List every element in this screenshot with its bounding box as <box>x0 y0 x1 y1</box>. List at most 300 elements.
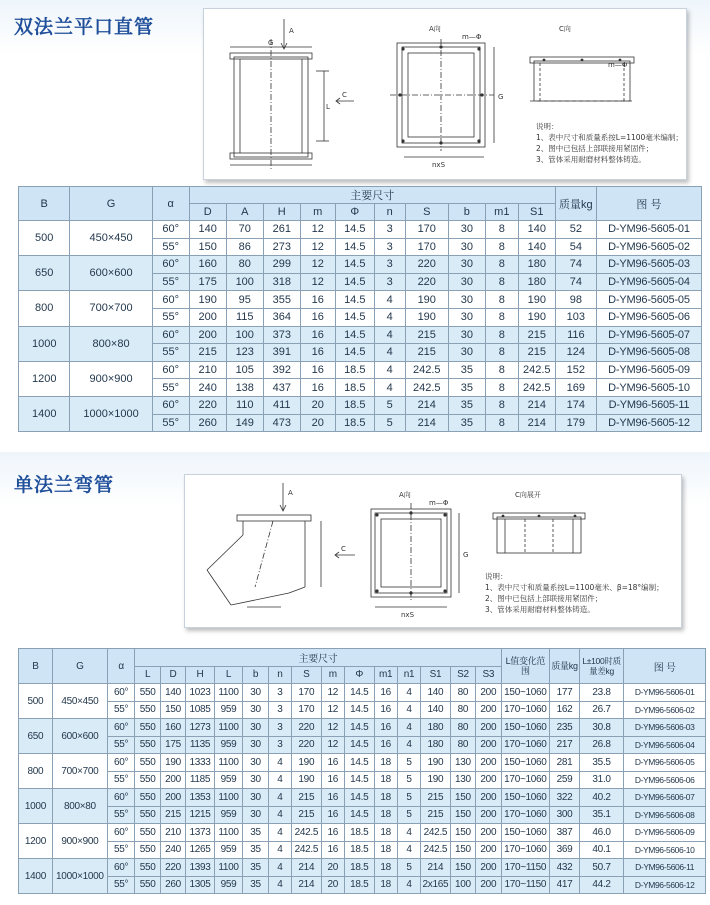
cell-range: 150~1060 <box>501 719 550 737</box>
cell-value: 14.5 <box>344 701 374 719</box>
cell-code: D-YM96-5606-12 <box>624 876 706 894</box>
cell-value: 12 <box>300 273 335 291</box>
table-row <box>19 754 706 772</box>
cell-value: 35 <box>243 859 268 877</box>
cell-g: 1000×1000 <box>52 859 107 894</box>
cell-value: 12 <box>321 719 344 737</box>
cell-value: 214 <box>405 396 448 414</box>
cell-value: 220 <box>405 256 448 274</box>
straight-pipe-table <box>18 186 702 432</box>
subheader-cell: L <box>135 666 160 684</box>
cell-value: 35 <box>243 841 268 859</box>
label-c-view-2: C向展开 <box>515 491 541 499</box>
subheader-cell: S1 <box>421 666 451 684</box>
cell-alpha: 55° <box>152 414 189 432</box>
subheader-cell: H <box>263 204 300 221</box>
cell-value: 105 <box>226 361 263 379</box>
cell-code: D-YM96-5606-10 <box>624 841 706 859</box>
subheader-cell: S3 <box>476 666 501 684</box>
cell-w: 417 <box>550 876 580 894</box>
cell-code: D-YM96-5606-03 <box>624 719 706 737</box>
cell-value: 190 <box>421 771 451 789</box>
cell-value: 190 <box>405 291 448 309</box>
cell-value: 30 <box>243 771 268 789</box>
cell-g: 700×700 <box>70 291 152 326</box>
cell-code: D-YM96-5605-08 <box>596 344 701 362</box>
cell-value: 16 <box>300 379 335 397</box>
label-c-view: C向 <box>559 25 571 33</box>
cell-code: D-YM96-5606-07 <box>624 789 706 807</box>
cell-value: 1353 <box>186 789 215 807</box>
cell-value: 215 <box>421 806 451 824</box>
cell-value: 30 <box>243 806 268 824</box>
header2-weightdiff: L±100时质量差kg <box>579 649 623 684</box>
label-g-2: G <box>463 551 469 559</box>
label-m-phi-2: m—Φ <box>429 499 449 507</box>
section2-figure <box>184 474 682 628</box>
cell-value: 18 <box>374 824 397 842</box>
cell-value: 200 <box>476 824 501 842</box>
cell-value: 35 <box>448 414 485 432</box>
label-c-m-phi: m—Φ <box>608 61 628 69</box>
header2-b: B <box>19 649 53 684</box>
cell-code: D-YM96-5606-05 <box>624 754 706 772</box>
cell-code: D-YM96-5606-11 <box>624 859 706 877</box>
cell-value: 149 <box>226 414 263 432</box>
cell-wd: 50.7 <box>579 859 623 877</box>
cell-value: 18.5 <box>344 876 374 894</box>
cell-w: 322 <box>550 789 580 807</box>
cell-b: 1400 <box>19 396 70 431</box>
cell-wd: 26.8 <box>579 736 623 754</box>
cell-value: 200 <box>189 326 226 344</box>
cell-value: 3 <box>268 684 291 702</box>
cell-value: 18 <box>374 771 397 789</box>
cell-code: D-YM96-5605-02 <box>596 238 701 256</box>
cell-value: 14.5 <box>344 771 374 789</box>
table-row <box>19 291 702 309</box>
cell-value: 12 <box>321 701 344 719</box>
cell-value: 35 <box>243 876 268 894</box>
cell-value: 4 <box>268 824 291 842</box>
cell-value: 373 <box>263 326 300 344</box>
table-row <box>19 256 702 274</box>
cell-value: 190 <box>421 754 451 772</box>
cell-value: 1215 <box>186 806 215 824</box>
cell-value: 1100 <box>214 684 243 702</box>
cell-b: 1400 <box>19 859 53 894</box>
subheader-cell: b <box>243 666 268 684</box>
cell-value: 959 <box>214 841 243 859</box>
label-a-view-2: A向 <box>399 491 411 499</box>
subheader-cell: A <box>226 204 263 221</box>
cell-value: 30 <box>243 684 268 702</box>
cell-w: 52 <box>555 221 596 239</box>
cell-w: 281 <box>550 754 580 772</box>
header-alpha: α <box>152 187 189 221</box>
cell-value: 215 <box>518 344 555 362</box>
cell-value: 200 <box>160 771 185 789</box>
cell-value: 140 <box>160 684 185 702</box>
cell-value: 4 <box>374 361 405 379</box>
cell-value: 5 <box>397 859 420 877</box>
cell-value: 16 <box>374 736 397 754</box>
cell-value: 200 <box>476 736 501 754</box>
cell-value: 242.5 <box>518 361 555 379</box>
cell-wd: 46.0 <box>579 824 623 842</box>
cell-value: 200 <box>476 859 501 877</box>
cell-alpha: 60° <box>107 684 135 702</box>
cell-value: 3 <box>374 221 405 239</box>
cell-value: 1100 <box>214 824 243 842</box>
header-main: 主要尺寸 <box>189 187 555 204</box>
cell-g: 450×450 <box>70 221 152 256</box>
cell-value: 35 <box>243 824 268 842</box>
cell-value: 220 <box>160 859 185 877</box>
cell-g: 600×600 <box>70 256 152 291</box>
cell-value: 1265 <box>186 841 215 859</box>
cell-wd: 44.2 <box>579 876 623 894</box>
cell-value: 30 <box>448 344 485 362</box>
cell-value: 1305 <box>186 876 215 894</box>
cell-value: 14.5 <box>344 684 374 702</box>
cell-wd: 31.0 <box>579 771 623 789</box>
cell-value: 20 <box>300 414 335 432</box>
cell-value: 30 <box>243 789 268 807</box>
subheader-cell: S <box>405 204 448 221</box>
cell-value: 150 <box>450 859 475 877</box>
cell-value: 190 <box>292 771 322 789</box>
subheader-cell: n <box>268 666 291 684</box>
table-row <box>19 221 702 239</box>
cell-value: 437 <box>263 379 300 397</box>
cell-value: 190 <box>160 754 185 772</box>
cell-value: 550 <box>135 754 160 772</box>
cell-value: 260 <box>160 876 185 894</box>
cell-value: 3 <box>374 256 405 274</box>
label-g: G <box>268 39 274 47</box>
cell-value: 190 <box>518 308 555 326</box>
cell-value: 30 <box>448 273 485 291</box>
cell-value: 80 <box>450 684 475 702</box>
cell-value: 190 <box>292 754 322 772</box>
cell-value: 242.5 <box>421 824 451 842</box>
cell-value: 220 <box>189 396 226 414</box>
cell-value: 5 <box>374 414 405 432</box>
cell-value: 18.5 <box>344 841 374 859</box>
cell-value: 20 <box>300 396 335 414</box>
cell-value: 8 <box>485 414 518 432</box>
subheader-cell: m1 <box>374 666 397 684</box>
cell-value: 1333 <box>186 754 215 772</box>
cell-value: 4 <box>397 736 420 754</box>
cell-w: 259 <box>550 771 580 789</box>
cell-value: 391 <box>263 344 300 362</box>
cell-value: 8 <box>485 361 518 379</box>
cell-value: 2x165 <box>421 876 451 894</box>
cell-value: 215 <box>189 344 226 362</box>
header-weight: 质量kg <box>555 187 596 221</box>
cell-alpha: 60° <box>152 396 189 414</box>
cell-value: 18.5 <box>335 361 374 379</box>
cell-b: 500 <box>19 221 70 256</box>
cell-g: 450×450 <box>52 684 107 719</box>
cell-value: 240 <box>189 379 226 397</box>
subheader-cell: m1 <box>485 204 518 221</box>
cell-value: 210 <box>160 824 185 842</box>
cell-b: 650 <box>19 256 70 291</box>
cell-value: 80 <box>450 736 475 754</box>
cell-w: 169 <box>555 379 596 397</box>
cell-value: 30 <box>243 701 268 719</box>
cell-value: 4 <box>268 876 291 894</box>
cell-w: 174 <box>555 396 596 414</box>
cell-code: D-YM96-5605-05 <box>596 291 701 309</box>
cell-value: 140 <box>421 684 451 702</box>
cell-value: 4 <box>374 308 405 326</box>
cell-value: 318 <box>263 273 300 291</box>
cell-value: 8 <box>485 221 518 239</box>
cell-value: 200 <box>476 806 501 824</box>
cell-value: 1100 <box>214 754 243 772</box>
header-drawing: 图 号 <box>596 187 701 221</box>
label-a-arrow-2: A <box>288 489 293 497</box>
cell-value: 242.5 <box>292 841 322 859</box>
cell-value: 3 <box>268 736 291 754</box>
cell-alpha: 60° <box>107 859 135 877</box>
cell-range: 170~1060 <box>501 736 550 754</box>
cell-value: 100 <box>226 326 263 344</box>
cell-value: 14.5 <box>344 736 374 754</box>
cell-g: 600×600 <box>52 719 107 754</box>
cell-value: 14.5 <box>335 344 374 362</box>
cell-value: 550 <box>135 701 160 719</box>
cell-w: 179 <box>555 414 596 432</box>
table-row <box>19 701 706 719</box>
cell-g: 1000×1000 <box>70 396 152 431</box>
cell-range: 150~1060 <box>501 684 550 702</box>
cell-code: D-YM96-5605-11 <box>596 396 701 414</box>
cell-value: 140 <box>518 238 555 256</box>
table-row <box>19 736 706 754</box>
cell-value: 214 <box>421 859 451 877</box>
cell-alpha: 55° <box>107 736 135 754</box>
subheader-cell: Φ <box>344 666 374 684</box>
cell-value: 123 <box>226 344 263 362</box>
cell-value: 411 <box>263 396 300 414</box>
cell-code: D-YM96-5605-01 <box>596 221 701 239</box>
header-g: G <box>70 187 152 221</box>
cell-alpha: 55° <box>152 273 189 291</box>
cell-value: 20 <box>321 876 344 894</box>
cell-value: 4 <box>374 291 405 309</box>
cell-code: D-YM96-5605-10 <box>596 379 701 397</box>
cell-code: D-YM96-5605-03 <box>596 256 701 274</box>
table-row <box>19 361 702 379</box>
subheader-cell: D <box>189 204 226 221</box>
cell-value: 550 <box>135 824 160 842</box>
cell-alpha: 60° <box>152 326 189 344</box>
cell-value: 473 <box>263 414 300 432</box>
cell-value: 8 <box>485 308 518 326</box>
cell-value: 242.5 <box>405 379 448 397</box>
cell-value: 220 <box>292 736 322 754</box>
cell-code: D-YM96-5605-12 <box>596 414 701 432</box>
label-m-phi: m—Φ <box>462 33 482 41</box>
elbow-pipe-table <box>18 648 706 894</box>
cell-value: 150 <box>450 806 475 824</box>
subheader-cell: m <box>300 204 335 221</box>
cell-value: 4 <box>268 789 291 807</box>
header2-drawing: 图 号 <box>624 649 706 684</box>
label-a-arrow: A <box>289 27 294 35</box>
cell-value: 20 <box>321 859 344 877</box>
cell-value: 16 <box>374 701 397 719</box>
cell-range: 170~1060 <box>501 701 550 719</box>
cell-value: 14.5 <box>335 238 374 256</box>
subheader-cell: m <box>321 666 344 684</box>
cell-g: 900×900 <box>70 361 152 396</box>
cell-value: 4 <box>397 719 420 737</box>
cell-value: 4 <box>268 859 291 877</box>
cell-wd: 30.8 <box>579 719 623 737</box>
table-row <box>19 859 706 877</box>
cell-value: 550 <box>135 736 160 754</box>
cell-value: 180 <box>421 736 451 754</box>
cell-value: 30 <box>448 256 485 274</box>
cell-value: 18 <box>374 754 397 772</box>
cell-value: 16 <box>300 326 335 344</box>
cell-value: 100 <box>226 273 263 291</box>
cell-value: 3 <box>374 238 405 256</box>
cell-alpha: 60° <box>107 824 135 842</box>
cell-alpha: 55° <box>152 379 189 397</box>
subheader-cell: L <box>214 666 243 684</box>
table-row <box>19 876 706 894</box>
cell-value: 550 <box>135 859 160 877</box>
cell-value: 200 <box>476 771 501 789</box>
cell-value: 8 <box>485 344 518 362</box>
cell-value: 14.5 <box>335 308 374 326</box>
cell-value: 200 <box>476 789 501 807</box>
cell-value: 14.5 <box>335 221 374 239</box>
header2-alpha: α <box>107 649 135 684</box>
cell-wd: 40.1 <box>579 841 623 859</box>
subheader-cell: n <box>374 204 405 221</box>
section1-notes: 说明： 1、表中尺寸和质量系按L=1100毫米编制； 2、图中已包括上部联接用紧固件； 3、管体采用耐磨材料整体铸造。 <box>536 122 683 164</box>
cell-value: 12 <box>300 256 335 274</box>
cell-code: D-YM96-5605-04 <box>596 273 701 291</box>
cell-w: 217 <box>550 736 580 754</box>
cell-alpha: 60° <box>152 256 189 274</box>
cell-value: 215 <box>405 344 448 362</box>
cell-range: 170~1150 <box>501 859 550 877</box>
cell-g: 700×700 <box>52 754 107 789</box>
subheader-cell: Φ <box>335 204 374 221</box>
cell-value: 170 <box>405 238 448 256</box>
cell-w: 432 <box>550 859 580 877</box>
cell-code: D-YM96-5606-06 <box>624 771 706 789</box>
table-row <box>19 326 702 344</box>
cell-b: 800 <box>19 291 70 326</box>
cell-wd: 35.5 <box>579 754 623 772</box>
cell-value: 190 <box>405 308 448 326</box>
cell-value: 200 <box>476 841 501 859</box>
cell-value: 214 <box>518 414 555 432</box>
cell-value: 8 <box>485 396 518 414</box>
cell-range: 150~1060 <box>501 754 550 772</box>
cell-code: D-YM96-5606-09 <box>624 824 706 842</box>
cell-g: 800×80 <box>70 326 152 361</box>
cell-value: 35 <box>448 361 485 379</box>
cell-value: 959 <box>214 736 243 754</box>
cell-value: 214 <box>518 396 555 414</box>
cell-w: 177 <box>550 684 580 702</box>
cell-w: 369 <box>550 841 580 859</box>
cell-value: 100 <box>450 876 475 894</box>
cell-wd: 35.1 <box>579 806 623 824</box>
cell-value: 12 <box>321 736 344 754</box>
cell-value: 18.5 <box>335 414 374 432</box>
table-row <box>19 824 706 842</box>
cell-value: 80 <box>450 719 475 737</box>
cell-b: 800 <box>19 754 53 789</box>
cell-value: 4 <box>397 701 420 719</box>
subheader-cell: S1 <box>518 204 555 221</box>
cell-value: 35 <box>448 396 485 414</box>
cell-value: 138 <box>226 379 263 397</box>
cell-value: 1373 <box>186 824 215 842</box>
cell-value: 5 <box>374 396 405 414</box>
cell-alpha: 60° <box>107 754 135 772</box>
cell-b: 1000 <box>19 789 53 824</box>
subheader-cell: S2 <box>450 666 475 684</box>
cell-range: 150~1060 <box>501 824 550 842</box>
cell-value: 364 <box>263 308 300 326</box>
section2-notes: 说明： 1、表中尺寸和质量系按L=1100毫米、β=18°编制； 2、图中已包括上部联接用紧固件； 3、管体采用耐磨材料整体铸造。 <box>485 572 664 614</box>
cell-value: 14.5 <box>335 273 374 291</box>
cell-value: 1135 <box>186 736 215 754</box>
cell-value: 5 <box>397 754 420 772</box>
cell-value: 86 <box>226 238 263 256</box>
label-a-view: A向 <box>429 25 441 33</box>
cell-alpha: 55° <box>152 238 189 256</box>
cell-value: 242.5 <box>518 379 555 397</box>
cell-w: 98 <box>555 291 596 309</box>
cell-value: 18.5 <box>335 396 374 414</box>
cell-value: 214 <box>292 859 322 877</box>
cell-value: 215 <box>518 326 555 344</box>
cell-value: 160 <box>160 719 185 737</box>
cell-value: 8 <box>485 256 518 274</box>
cell-value: 110 <box>226 396 263 414</box>
cell-value: 550 <box>135 806 160 824</box>
cell-value: 261 <box>263 221 300 239</box>
cell-value: 30 <box>243 754 268 772</box>
cell-value: 16 <box>300 344 335 362</box>
cell-value: 4 <box>268 771 291 789</box>
cell-value: 8 <box>485 273 518 291</box>
cell-value: 215 <box>160 806 185 824</box>
cell-value: 30 <box>448 326 485 344</box>
cell-value: 12 <box>300 238 335 256</box>
cell-range: 170~1150 <box>501 876 550 894</box>
cell-code: D-YM96-5605-09 <box>596 361 701 379</box>
cell-w: 103 <box>555 308 596 326</box>
cell-value: 115 <box>226 308 263 326</box>
cell-value: 16 <box>321 841 344 859</box>
cell-g: 800×80 <box>52 789 107 824</box>
